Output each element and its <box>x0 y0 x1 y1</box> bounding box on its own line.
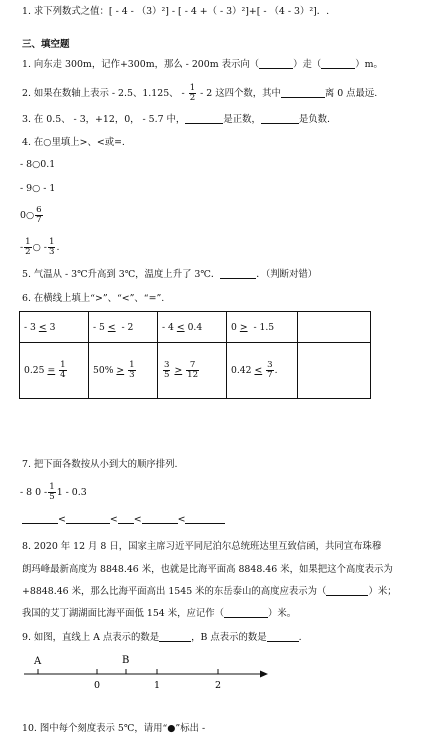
ordering-blanks: < < < < <box>22 513 225 526</box>
numbers-to-order: - 8 0 - $\frac{1}{5}$ 1 - 0.3 <box>20 482 87 502</box>
table-cell: 0 > - 1.5 <box>227 312 298 343</box>
answer-blank[interactable] <box>267 631 299 642</box>
answer-blank[interactable] <box>22 513 58 524</box>
fraction: $\frac{1}{3}$ <box>48 237 55 257</box>
answer-blank[interactable] <box>220 268 256 279</box>
answer-blank[interactable] <box>261 113 299 124</box>
fraction: $\frac{6}{7}$ <box>36 205 42 225</box>
table-cell: 50% > $\frac{1}{3}$ <box>89 343 158 399</box>
expression-question: 1. 求下列数式之值：[ - 4 - （3）²] - [ - 4 +（ - 3）²]+[ - （4 - 3）²]．. <box>22 6 330 17</box>
arrow-right-icon <box>260 671 268 678</box>
table-cell: 0.42 < $\frac{3}{7}$ . <box>227 343 298 399</box>
table-cell: - 5 < - 2 <box>89 312 158 343</box>
question-2: 2. 如果在数轴上表示 - 2.5、1.125、 - $\frac{1}{2}$ - 2 这四个数，其中 离 0 点最远. <box>22 83 378 103</box>
answer-blank[interactable] <box>224 607 268 618</box>
compare-item: - 9○ - 1 <box>20 183 56 194</box>
tick-label-2: 2 <box>215 680 222 691</box>
table-cell: 0.25 = $\frac{1}{4}$ <box>20 343 89 399</box>
table-cell: $\frac{3}{5}$ > $\frac{7}{12}$ <box>158 343 227 399</box>
tick-label-1: 1 <box>154 680 161 691</box>
table-cell <box>298 343 371 399</box>
answer-blank[interactable] <box>159 631 191 642</box>
table-cell <box>298 312 371 343</box>
answer-blank[interactable] <box>259 58 293 69</box>
fraction: $\frac{1}{2}$ <box>25 237 31 257</box>
question-4: 4. 在○里填上>、<或=. <box>22 137 125 148</box>
question-5: 5. 气温从 - 3℃升高到 3℃，温度上升了 3℃． ．（判断对错） <box>22 269 318 280</box>
question-3: 3. 在 0.5、 - 3，+12，0， - 5.7 中， 是正数， 是负数. <box>22 114 330 125</box>
question-8-line: 我国的艾丁湖湖面比海平面低 154 米，应记作（ ）米。 <box>22 608 297 619</box>
answer-blank[interactable] <box>66 513 110 524</box>
compare-item: - 8○0.1 <box>20 159 56 170</box>
comparison-table <box>19 311 371 399</box>
answer-blank[interactable] <box>185 513 225 524</box>
question-1: 1. 向东走 300m，记作+300m，那么 - 200m 表示向（ ）走（ ）m。 <box>22 59 383 70</box>
tick-label-0: 0 <box>94 680 101 691</box>
question-6: 6. 在横线上填上“>”、“<”、“=”. <box>22 293 165 304</box>
table-cell: - 4 < 0.4 <box>158 312 227 343</box>
question-8-line: 朗玛峰最新高度为 8848.46 米，也就是比海平面高 8848.46 米，如果把这个高度表示为 <box>22 564 393 575</box>
answer-blank[interactable] <box>118 513 134 524</box>
question-8-line: 8. 2020 年 12 月 8 日，国家主席习近平同尼泊尔总统班达里互致信函，共同宣布珠穆 <box>22 541 382 552</box>
fraction: $\frac{1}{5}$ <box>49 482 55 502</box>
section-title: 三、填空题 <box>22 39 70 50</box>
answer-blank[interactable] <box>281 87 325 98</box>
question-7: 7. 把下面各数按从小到大的顺序排列. <box>22 459 178 470</box>
fraction: $\frac{1}{2}$ <box>189 83 196 103</box>
compare-item: 0○ $\frac{6}{7}$ <box>20 205 42 225</box>
compare-item: - $\frac{1}{2}$ ○ - $\frac{1}{3}$ . <box>20 237 60 257</box>
question-10: 10. 图中每个刻度表示 5℃，请用“●”标出 - <box>22 723 206 734</box>
number-line <box>22 650 272 694</box>
point-a-label: A <box>34 656 42 667</box>
answer-blank[interactable] <box>142 513 178 524</box>
question-8-line: +8848.46 米，那么比海平面高出 1545 米的东岳泰山的高度应表示为（ ）米； <box>22 586 397 597</box>
point-b-label: B <box>122 655 130 666</box>
answer-blank[interactable] <box>321 58 355 69</box>
answer-blank[interactable] <box>326 585 368 596</box>
answer-blank[interactable] <box>185 113 223 124</box>
question-9: 9. 如图，直线上 A 点表示的数是 ，B 点表示的数是 . <box>22 632 302 643</box>
table-cell: - 3 < 3 <box>20 312 89 343</box>
